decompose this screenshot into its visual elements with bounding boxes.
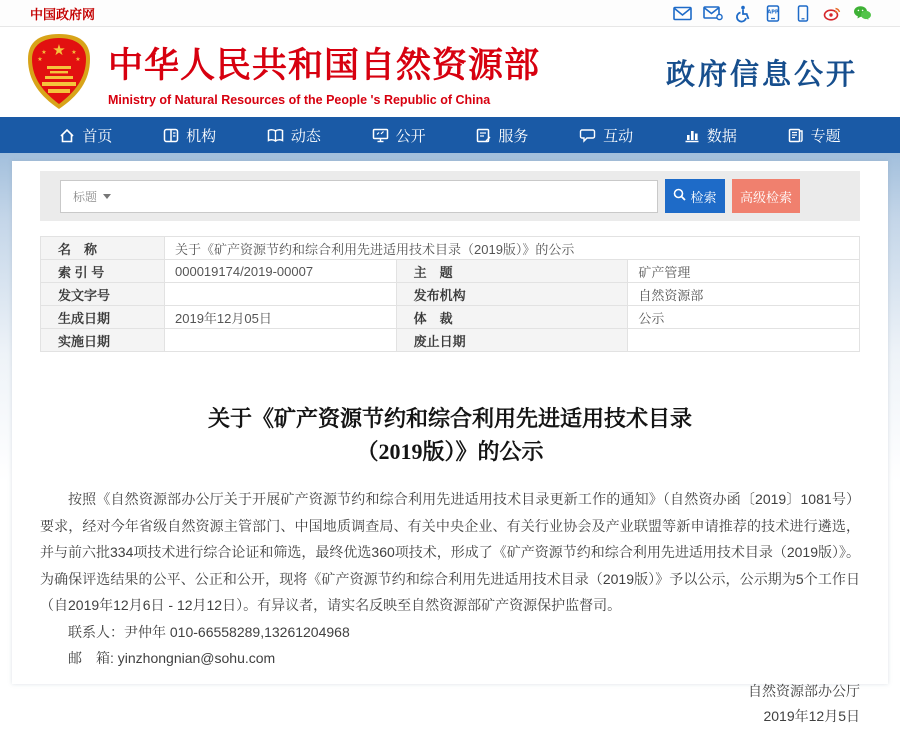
disclosure-icon: [372, 128, 389, 143]
meta-value-repeal-date: [628, 329, 860, 352]
nav-label: 数据: [706, 127, 737, 145]
nav-item-data[interactable]: [684, 125, 737, 146]
topbar-icons: [673, 5, 872, 22]
news-icon: [267, 128, 284, 143]
meta-value-doc-number: [165, 283, 397, 306]
nav-label: 首页: [82, 127, 113, 145]
chevron-down-icon: [103, 194, 111, 199]
svg-text:APP: APP: [766, 9, 779, 15]
interaction-icon: [579, 128, 596, 143]
mail-subscribe-icon[interactable]: [703, 5, 722, 22]
top-utility-bar: [0, 0, 900, 27]
nav-item-service[interactable]: [476, 125, 528, 146]
header-titles: [108, 38, 540, 107]
meta-label-index: 索 引 号: [41, 260, 165, 283]
nav-label: 专题: [810, 127, 841, 145]
nav-item-special-topic[interactable]: [788, 125, 841, 146]
article-title: [40, 402, 860, 468]
meta-label-effective-date: 实施日期: [41, 329, 165, 352]
search-button[interactable]: [665, 179, 725, 213]
wechat-icon[interactable]: [853, 5, 872, 22]
contact-person-line: 联系人：尹仲年 010-66558289,13261204968: [68, 623, 350, 640]
table-row: [41, 329, 860, 352]
meta-label-created-date: 生成日期: [41, 306, 165, 329]
document-meta-table: [40, 236, 860, 352]
article-title-line2: （2019版）》的公示: [356, 439, 544, 464]
nav-label: 服务: [498, 127, 529, 145]
article-paragraph: 按照《自然资源部办公厅关于开展矿产资源节约和综合利用先进适用技术目录更新工作的通知》（自然资办函〔2019〕1081号）要求，经对今年省级自然资源主管部门、中国地质调查局、有关中央企业、有关行业协会及产业联盟等新申请推荐的技术进行遴选，并与前六批334项技术进行综合论证和筛选，最终优选360项技术，形成了《矿产资源节约和综合利用先进适用技术目录（2019版）》。为确保评选结果的公平、公正和公开，现将《矿产资源节约和综合利用先进适用技术目录（2019版）》予以公示，公示期为5个工作日（自2019年12月6日 - 12月12日）。有异议者，请实名反映至自然资源部矿产资源保护监督司。: [40, 491, 860, 613]
national-emblem-logo[interactable]: [24, 33, 94, 111]
table-row: [41, 283, 860, 306]
svg-text:★: ★: [41, 49, 47, 56]
search-input[interactable]: [60, 180, 658, 213]
contact-email-line: 邮 箱: yinzhongnian@sohu.com: [68, 650, 276, 666]
meta-value-created-date: 2019年12月05日: [165, 306, 397, 329]
nav-item-home[interactable]: [59, 125, 112, 146]
table-row: [41, 237, 860, 260]
meta-value-issuer: 自然资源部: [628, 283, 860, 306]
article-body: [40, 486, 860, 729]
nav-label: 机构: [186, 127, 217, 145]
service-icon: [476, 128, 491, 143]
svg-text:★: ★: [37, 56, 43, 63]
section-title: 政府信息公开: [665, 58, 858, 91]
site-header: [0, 27, 900, 117]
meta-value-genre: 公示: [628, 306, 860, 329]
gov-site-link[interactable]: 中国政府网: [30, 6, 96, 22]
advanced-search-button[interactable]: 高级检索: [732, 179, 800, 213]
weibo-icon[interactable]: [823, 5, 842, 22]
meta-value-subject: 矿产管理: [628, 260, 860, 283]
svg-text:★: ★: [75, 56, 81, 63]
signature-block: [40, 679, 860, 729]
ministry-title-en: Ministry of Natural Resources of the People 's Republic of China: [108, 92, 491, 107]
nav-label: 动态: [290, 127, 321, 145]
mail-icon[interactable]: [673, 5, 692, 22]
nav-item-interaction[interactable]: [579, 125, 633, 146]
meta-value-effective-date: [165, 329, 397, 352]
main-nav: [0, 117, 900, 153]
svg-text:★: ★: [71, 49, 77, 56]
search-button-label: 检索: [690, 189, 717, 205]
nav-label: 互动: [603, 127, 634, 145]
ministry-title-cn: 中华人民共和国自然资源部: [108, 45, 541, 85]
search-filter-dropdown[interactable]: 标题: [73, 189, 98, 204]
search-icon: [673, 188, 686, 204]
accessibility-icon[interactable]: [733, 5, 752, 22]
article: [40, 402, 860, 729]
meta-label-doc-number: 发文字号: [41, 283, 165, 306]
app-icon[interactable]: [763, 5, 782, 22]
search-bar: [40, 171, 860, 221]
table-row: [41, 260, 860, 283]
svg-text:★: ★: [52, 41, 66, 59]
meta-label-issuer: 发布机构: [396, 283, 628, 306]
signature-date: 2019年12月5日: [763, 707, 860, 724]
mobile-icon[interactable]: [793, 5, 812, 22]
nav-item-organization[interactable]: [163, 125, 216, 146]
home-icon: [59, 128, 75, 143]
meta-label-name: 名 称: [41, 237, 165, 260]
data-icon: [684, 128, 700, 143]
content-container: [12, 161, 888, 724]
page-background: [0, 153, 900, 724]
meta-label-subject: 主 题: [396, 260, 628, 283]
organization-icon: [163, 128, 179, 143]
meta-label-repeal-date: 废止日期: [396, 329, 628, 352]
special-topic-icon: [788, 128, 804, 143]
table-row: [41, 306, 860, 329]
nav-item-disclosure[interactable]: [372, 125, 426, 146]
article-title-line1: 关于《矿产资源节约和综合利用先进适用技术目录: [207, 406, 692, 431]
nav-label: 公开: [395, 127, 426, 145]
meta-value-index: 000019174/2019-00007: [165, 260, 397, 283]
signature-org: 自然资源部办公厅: [748, 682, 860, 699]
nav-item-news[interactable]: [267, 125, 321, 146]
meta-label-genre: 体 裁: [396, 306, 628, 329]
meta-value-name: 关于《矿产资源节约和综合利用先进适用技术目录（2019版）》的公示: [165, 237, 860, 260]
